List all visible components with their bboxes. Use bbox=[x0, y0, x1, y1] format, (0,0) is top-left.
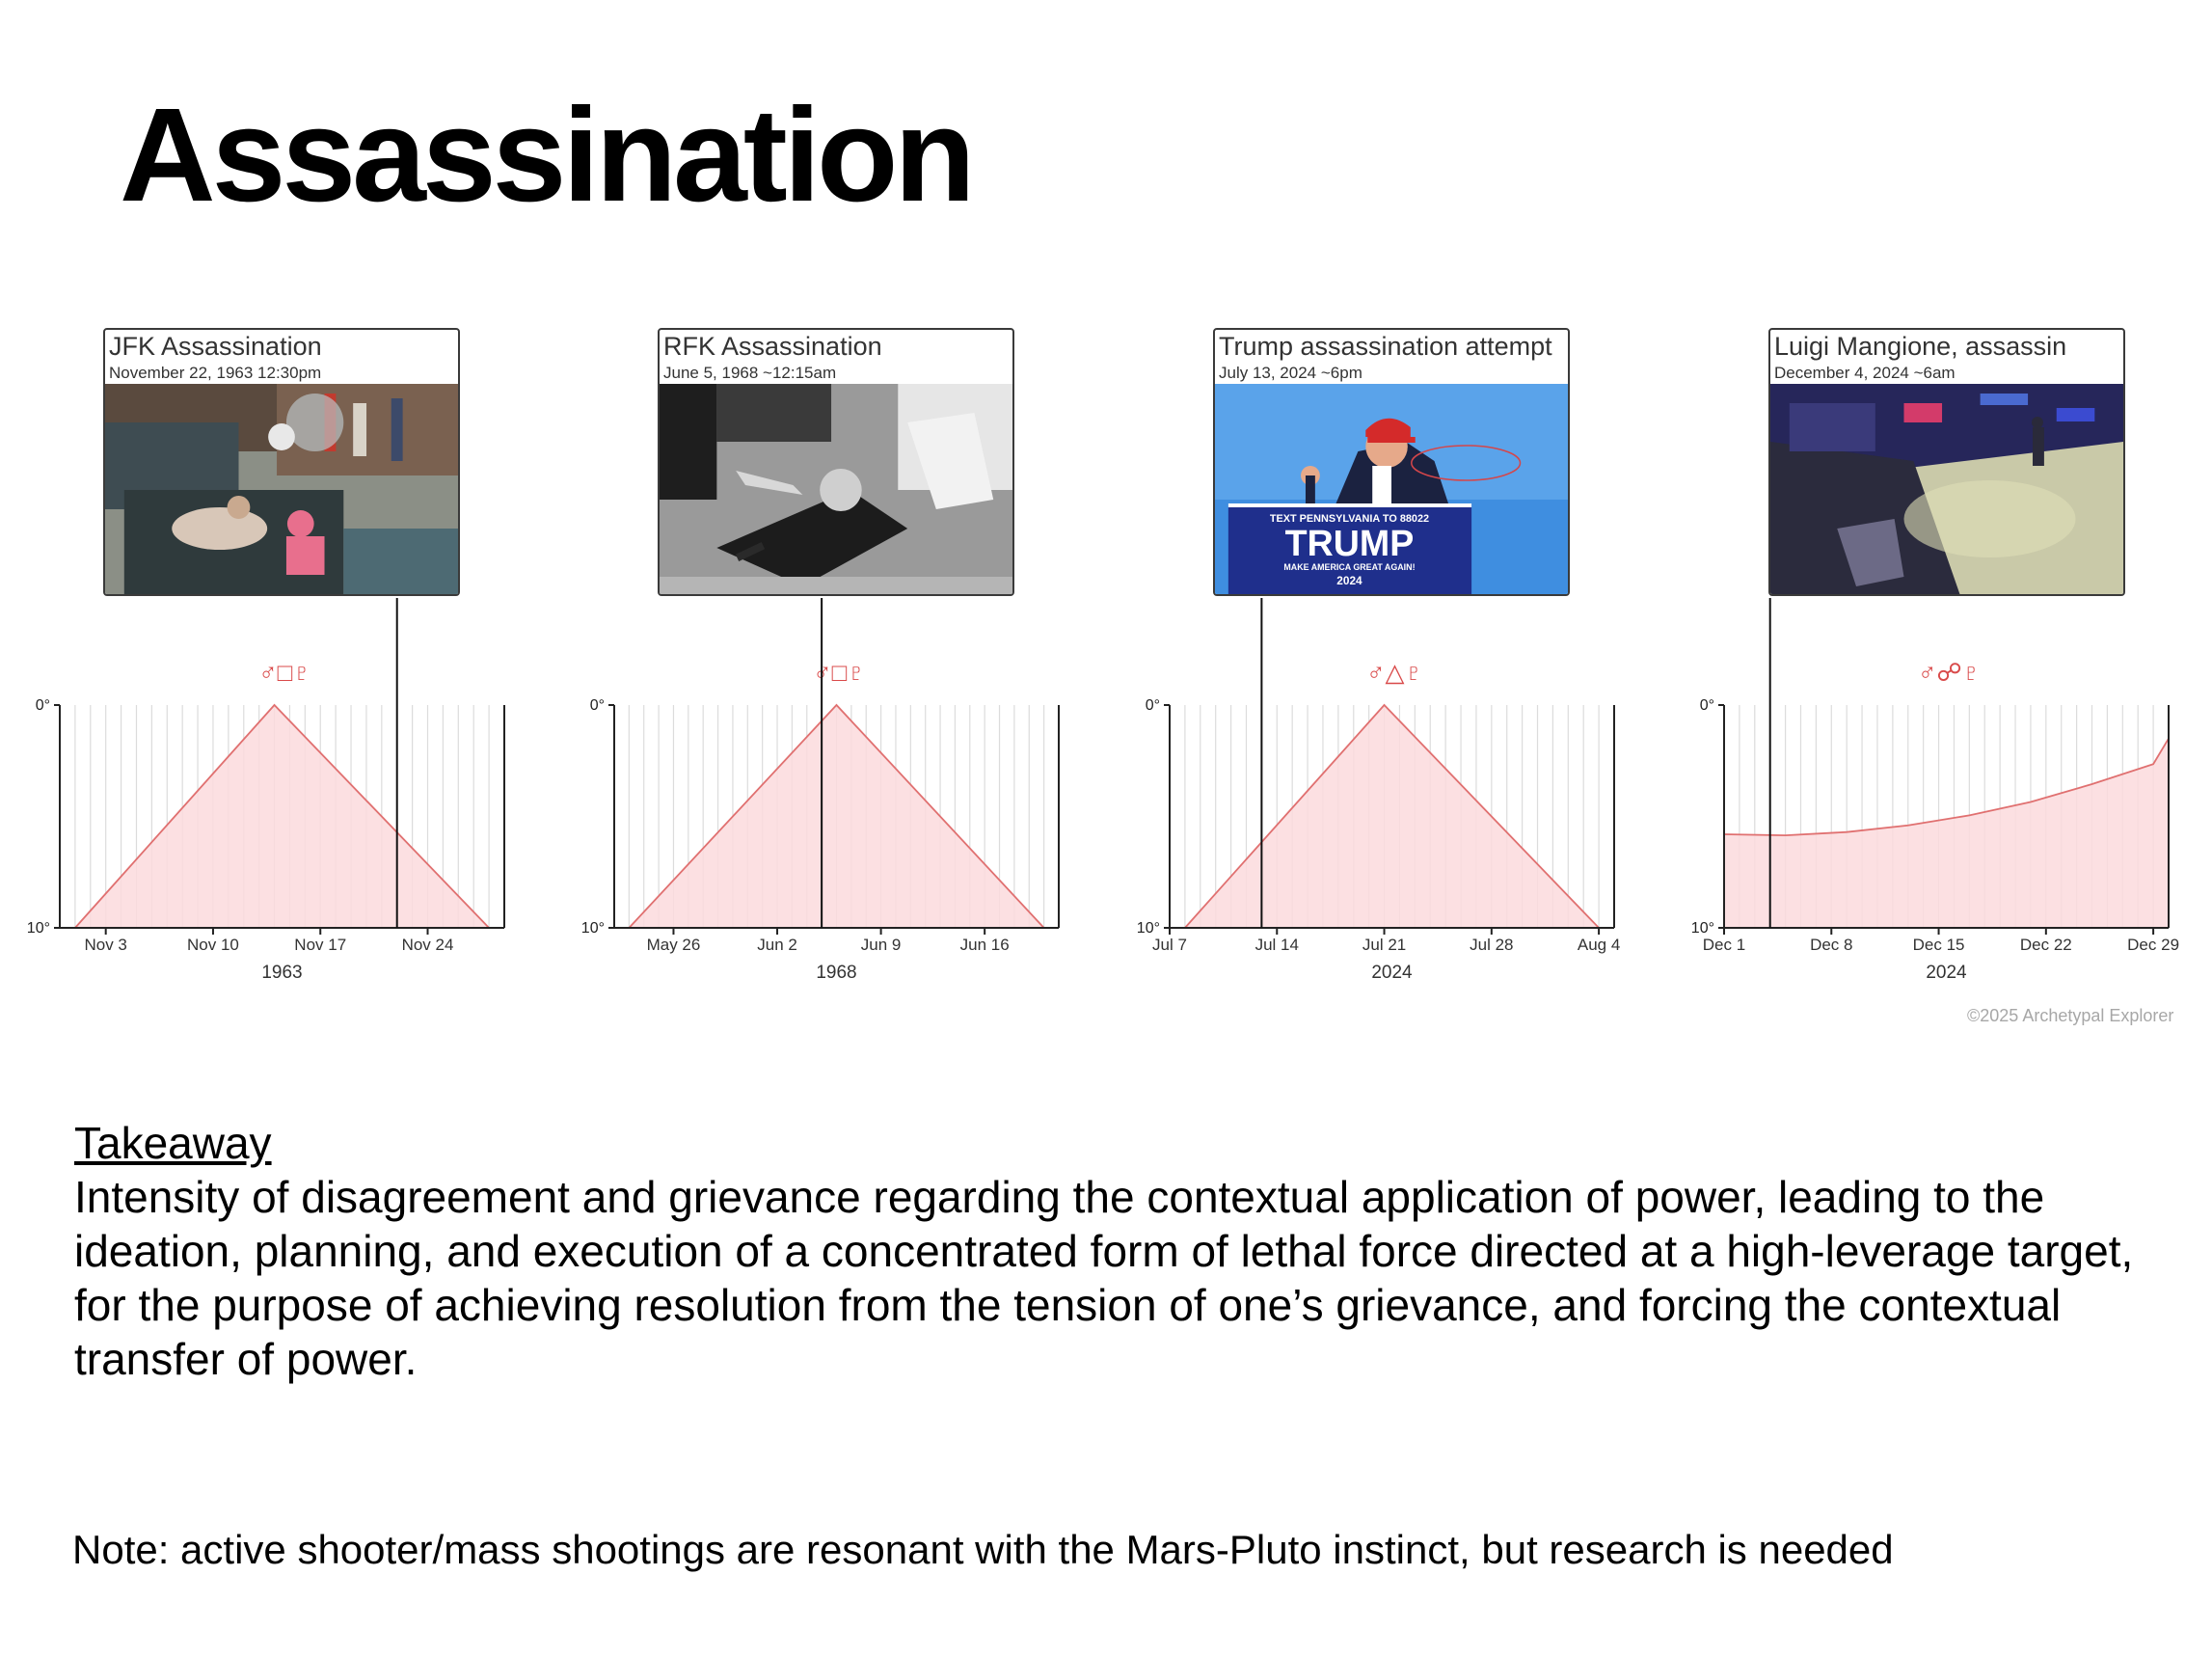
year-label: 1963 bbox=[261, 963, 303, 983]
year-label: 2024 bbox=[1371, 963, 1413, 983]
y-tick-label: 10° bbox=[1690, 920, 1714, 937]
aspect-glyphs: ♂△♇ bbox=[1366, 658, 1423, 687]
rfk-ambassador-hotel-photo bbox=[660, 384, 1012, 596]
aspect-glyphs: ♂□♇ bbox=[813, 658, 866, 687]
y-tick-label: 10° bbox=[26, 920, 50, 937]
x-tick-label: Nov 3 bbox=[84, 936, 127, 954]
y-tick-label: 0° bbox=[1699, 697, 1714, 714]
event-card-rfk bbox=[658, 328, 1014, 596]
y-tick-label: 10° bbox=[1136, 920, 1160, 937]
event-date: July 13, 2024 ~6pm bbox=[1219, 364, 1362, 382]
year-label: 1968 bbox=[816, 963, 857, 983]
trump-rally-photo bbox=[1215, 384, 1568, 596]
event-card-mangione bbox=[1768, 328, 2125, 596]
event-date: December 4, 2024 ~6am bbox=[1774, 364, 1956, 382]
event-card-trump bbox=[1213, 328, 1570, 596]
x-tick-label: May 26 bbox=[646, 936, 701, 954]
page-title: Assassination bbox=[120, 81, 972, 230]
x-tick-label: Dec 22 bbox=[2019, 936, 2072, 954]
orb-line bbox=[1724, 739, 2169, 835]
x-tick-label: Jun 2 bbox=[757, 936, 797, 954]
orb-area bbox=[629, 705, 1043, 928]
x-tick-label: Dec 1 bbox=[1702, 936, 1746, 954]
event-title: Trump assassination attempt bbox=[1219, 332, 1552, 361]
event-title: JFK Assassination bbox=[109, 332, 322, 361]
x-tick-label: Dec 29 bbox=[2127, 936, 2180, 954]
aspect-glyphs: ♂□♇ bbox=[258, 658, 311, 687]
copyright-notice: ©2025 Archetypal Explorer bbox=[1967, 1006, 2174, 1025]
x-tick-label: Nov 24 bbox=[401, 936, 454, 954]
takeaway-body: Intensity of disagreement and grievance regarding the contextual application of power, leading to the ideation, planning, and execution of a concentrated form of lethal force directed at a high-leverage target, for the purpose of achieving resolution from the tension of one’s grievance, and forcing the contextual transfer of power. bbox=[74, 1172, 2134, 1384]
jfk-motorcade-photo bbox=[105, 384, 458, 596]
x-tick-label: Jul 21 bbox=[1362, 936, 1407, 954]
year-label: 2024 bbox=[1926, 963, 1967, 983]
event-card-jfk bbox=[103, 328, 460, 596]
x-tick-label: Jul 7 bbox=[1152, 936, 1187, 954]
y-tick-label: 0° bbox=[589, 697, 605, 714]
banner-top-text: TEXT PENNSYLVANIA TO 88022 bbox=[1269, 512, 1430, 526]
x-tick-label: Jun 16 bbox=[959, 936, 1010, 954]
aspect-glyphs: ♂☍♇ bbox=[1917, 658, 1982, 687]
y-tick-label: 0° bbox=[1145, 697, 1160, 714]
x-tick-label: Aug 4 bbox=[1577, 936, 1621, 954]
orb-line bbox=[629, 705, 1043, 928]
banner-main-text: TRUMP bbox=[1284, 523, 1415, 565]
x-tick-label: Jul 14 bbox=[1254, 936, 1299, 954]
event-title: RFK Assassination bbox=[663, 332, 882, 361]
orb-area bbox=[1185, 705, 1599, 928]
banner-sub-text: MAKE AMERICA GREAT AGAIN! bbox=[1283, 561, 1416, 573]
orb-line bbox=[75, 705, 489, 928]
x-tick-label: Jul 28 bbox=[1470, 936, 1514, 954]
y-tick-label: 10° bbox=[580, 920, 605, 937]
research-note: Note: active shooter/mass shootings are resonant with the Mars-Pluto instinct, but research is needed bbox=[72, 1527, 1894, 1572]
x-tick-label: Nov 10 bbox=[187, 936, 239, 954]
event-date: June 5, 1968 ~12:15am bbox=[663, 364, 837, 382]
banner-year-text: 2024 bbox=[1336, 573, 1362, 588]
x-tick-label: Dec 15 bbox=[1912, 936, 1965, 954]
event-title: Luigi Mangione, assassin bbox=[1774, 332, 2067, 361]
orb-area bbox=[75, 705, 489, 928]
x-tick-label: Dec 8 bbox=[1810, 936, 1853, 954]
takeaway-heading: Takeaway bbox=[74, 1118, 272, 1168]
event-date: November 22, 1963 12:30pm bbox=[109, 364, 322, 382]
y-tick-label: 0° bbox=[35, 697, 50, 714]
orb-line bbox=[1185, 705, 1599, 928]
x-tick-label: Jun 9 bbox=[860, 936, 902, 954]
orb-area bbox=[1724, 739, 2169, 928]
manhattan-cctv-photo bbox=[1770, 384, 2123, 596]
x-tick-label: Nov 17 bbox=[294, 936, 347, 954]
